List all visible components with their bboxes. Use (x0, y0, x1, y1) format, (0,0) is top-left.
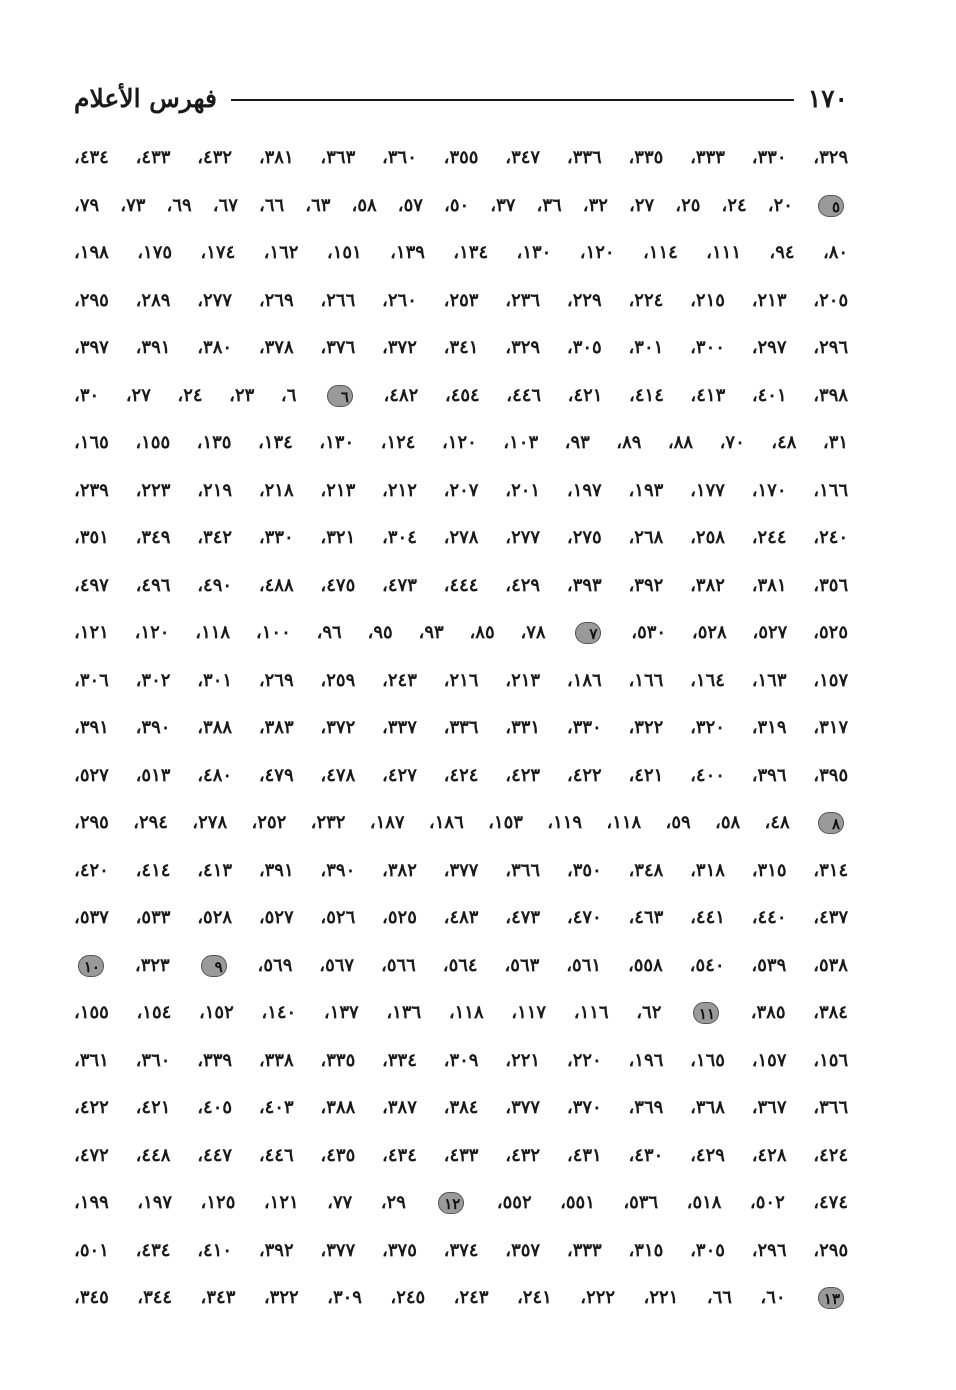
page-refs: ٣٦٦، ٣٦٧، ٣٦٨، ٣٦٩، ٣٧٠، ٣٧٧، ٣٨٤، ٣٨٧، ٣٨٨، ٤٠٣، ٤٠٥، ٤٢١، ٤٢٢، (74, 1097, 848, 1118)
index-line (74, 847, 848, 895)
index-line (74, 467, 848, 515)
page-refs: ٤٢٤، ٤٢٨، ٤٢٩، ٤٣٠، ٤٣١، ٤٣٢، ٤٣٣، ٤٣٤، ٤٣٥، ٤٤٦، ٤٤٧، ٤٤٨، ٤٧٢، (74, 1144, 848, 1166)
page-refs: ٣٢٩، ٣٣٠، ٣٣٣، ٣٣٥، ٣٣٦، ٣٤٧، ٣٥٥، ٣٦٠، ٣٦٣، ٣٨١، ٤٣٢، ٤٣٣، ٤٣٤، (74, 147, 848, 168)
section-marker: ١٣ (818, 1287, 844, 1309)
index-line (74, 1227, 848, 1275)
page-refs: ١٥٧، ١٦٣، ١٦٤، ١٦٦، ١٨٦، ٢١٣، ٢١٦، ٢٤٣، ٢٥٩، ٢٦٩، ٣٠١، ٣٠٢، ٣٠٦، (74, 669, 848, 691)
page-refs: ٨٠، ٩٤، ١١١، ١١٤، ١٢٠، ١٣٠، ١٣٤، ١٣٩، ١٥١، ١٦٢، ١٧٤، ١٧٥، ١٩٨، (74, 242, 848, 263)
page-refs: ٤٣٧، ٤٤٠، ٤٤١، ٤٦٣، ٤٧٠، ٤٧٣، ٤٨٣، ٥٢٥، ٥٢٦، ٥٢٧، ٥٢٨، ٥٣٣، ٥٣٧، (74, 907, 848, 928)
index-line (74, 942, 848, 990)
page-number: ١٧٠ (807, 83, 848, 113)
page-refs: ٢٩٦، ٢٩٧، ٣٠٠، ٣٠١، ٣٠٥، ٣٢٩، ٣٤١، ٣٧٢، ٣٧٦، ٣٧٨، ٣٨٠، ٣٩١، ٣٩٧، (74, 337, 848, 358)
index-line (74, 609, 848, 657)
page-refs: ٣١٧، ٣١٩، ٣٢٠، ٣٢٢، ٣٣٠، ٣٣١، ٣٣٦، ٣٣٧، ٣٧٢، ٣٨٣، ٣٨٨، ٣٩٠، ٣٩١، (74, 717, 848, 738)
page-refs: ٦٠، ٦٦، ٢٢١، ٢٢٢، ٢٤١، ٢٤٣، ٢٤٥، ٣٠٩، ٣٢٢، ٣٤٣، ٣٤٤، ٣٤٥، (74, 1287, 786, 1308)
section-marker: ١٢ (438, 1192, 464, 1214)
index-line (74, 229, 848, 277)
index-line (74, 704, 848, 752)
index-line (74, 372, 848, 420)
page-refs: ٥٣٨، ٥٣٩، ٥٤٠، ٥٥٨، ٥٦١، ٥٦٣، ٥٦٤، ٥٦٦، ٥٦٧، ٥٦٩، (257, 954, 848, 976)
page-refs: ٣٩٨، ٤٠١، ٤١٣، ٤١٤، ٤٢١، ٤٤٦، ٤٥٤، ٤٨٢، (383, 384, 848, 406)
page-refs: ٢٩٥، ٢٩٦، ٣٠٥، ٣١٥، ٣٣٣، ٣٥٧، ٣٧٤، ٣٧٥، ٣٧٧، ٣٩٢، ٤١٠، ٤٣٤، ٥٠١، (74, 1239, 848, 1261)
page-refs: ٤٨، ٥٨، ٥٩، ١١٨، ١١٩، ١٥٣، ١٨٦، ١٨٧، ٢٣٢، ٢٥٢، ٢٧٨، ٢٩٤، ٢٩٥، (74, 812, 790, 833)
page-refs: ٧٨، ٨٥، ٩٣، ٩٥، ٩٦، ١٠٠، ١١٨، ١٢٠، ١٢١، (74, 622, 546, 643)
index-line (74, 1037, 848, 1085)
page-refs: ١٦٦، ١٧٠، ١٧٧، ١٩٣، ١٩٧، ٢٠١، ٢٠٧، ٢١٢، ٢١٣، ٢١٨، ٢١٩، ٢٢٣، ٢٣٩، (74, 479, 848, 501)
page-refs: ٣٥٦، ٣٨١، ٣٨٢، ٣٩٢، ٣٩٣، ٤٢٩، ٤٤٤، ٤٧٣، ٤٧٥، ٤٨٨، ٤٩٠، ٤٩٦، ٤٩٧، (74, 574, 848, 596)
index-line (74, 419, 848, 467)
index-line (74, 1132, 848, 1180)
index-line (74, 1274, 848, 1322)
page-refs: ١٥٦، ١٥٧، ١٦٥، ١٩٦، ٢٢٠، ٢٢١، ٣٠٩، ٣٣٤، ٣٣٥، ٣٣٨، ٣٣٩، ٣٦٠، ٣٦١، (74, 1049, 848, 1071)
index-line (74, 894, 848, 942)
index-line (74, 989, 848, 1037)
index-line (74, 514, 848, 562)
section-marker: ٦ (327, 385, 353, 407)
page-refs: ٢٤٠، ٢٤٤، ٢٥٨، ٢٦٨، ٢٧٥، ٢٧٧، ٢٧٨، ٣٠٤، ٣٢١، ٣٣٠، ٣٤٢، ٣٤٩، ٣٥١، (74, 527, 848, 548)
index-line (74, 799, 848, 847)
page-refs: ٢٠٥، ٢١٣، ٢١٥، ٢٢٤، ٢٢٩، ٢٣٦، ٢٥٣، ٢٦٠، ٢٦٦، ٢٦٩، ٢٧٧، ٢٨٩، ٢٩٥، (74, 289, 848, 311)
section-marker: ٩ (201, 955, 227, 977)
index-line (74, 562, 848, 610)
page-refs: ٥٢٥، ٥٢٧، ٥٢٨، ٥٣٠، (631, 622, 848, 643)
page-refs: ٣١٤، ٣١٥، ٣١٨، ٣٤٨، ٣٥٠، ٣٦٦، ٣٧٧، ٣٨٢، ٣٩٠، ٣٩١، ٤١٣، ٤١٤، ٤٢٠، (74, 859, 848, 881)
page-refs: ٣٨٤، ٣٨٥، (750, 1002, 848, 1023)
index-line (74, 1084, 848, 1132)
page-refs: ٦٢، ١١٦، ١١٧، ١١٨، ١٣٦، ١٣٧، ١٤٠، ١٥٢، ١٥٤، ١٥٥، (74, 1002, 662, 1023)
index-line (74, 182, 848, 230)
section-marker: ١٠ (78, 955, 104, 977)
index-line (74, 134, 848, 182)
page-refs: ٦، ٢٣، ٢٤، ٢٧، ٣٠، (74, 384, 297, 406)
running-header (74, 78, 848, 118)
index-line (74, 277, 848, 325)
header-rule (231, 99, 794, 101)
index-line (74, 1179, 848, 1227)
index-line (74, 657, 848, 705)
header-title: فهرس الأعلام (74, 83, 218, 113)
section-marker: ١١ (693, 1002, 719, 1024)
page-refs: ٣٩٥، ٣٩٦، ٤٠٠، ٤٢١، ٤٢٢، ٤٢٣، ٤٢٤، ٤٢٧، ٤٧٨، ٤٧٩، ٤٨٠، ٥١٣، ٥٢٧، (74, 764, 848, 786)
page-refs: ٣٢٣، (134, 954, 170, 976)
page-refs: ٣١، ٤٨، ٧٠، ٨٨، ٨٩، ٩٣، ١٠٣، ١٢٠، ١٢٤، ١٣٠، ١٣٤، ١٣٥، ١٥٥، ١٦٥، (74, 432, 848, 453)
page-refs: ٢٠، ٢٤، ٢٥، ٢٧، ٣٢، ٣٦، ٣٧، ٥٠، ٥٧، ٥٨، ٦٣، ٦٦، ٦٧، ٦٩، ٧٣، ٧٩، (74, 194, 793, 216)
index-body (74, 134, 848, 1322)
page-refs: ٢٩، ٧٧، ١٢١، ١٢٥، ١٩٧، ١٩٩، (74, 1192, 406, 1213)
index-line (74, 324, 848, 372)
section-marker: ٨ (818, 812, 844, 834)
section-marker: ٥ (818, 195, 844, 217)
page-refs: ٤٧٤، ٥٠٢، ٥١٨، ٥٣٦، ٥٥١، ٥٥٢، (496, 1192, 848, 1213)
section-marker: ٧ (575, 622, 601, 644)
index-line (74, 752, 848, 800)
